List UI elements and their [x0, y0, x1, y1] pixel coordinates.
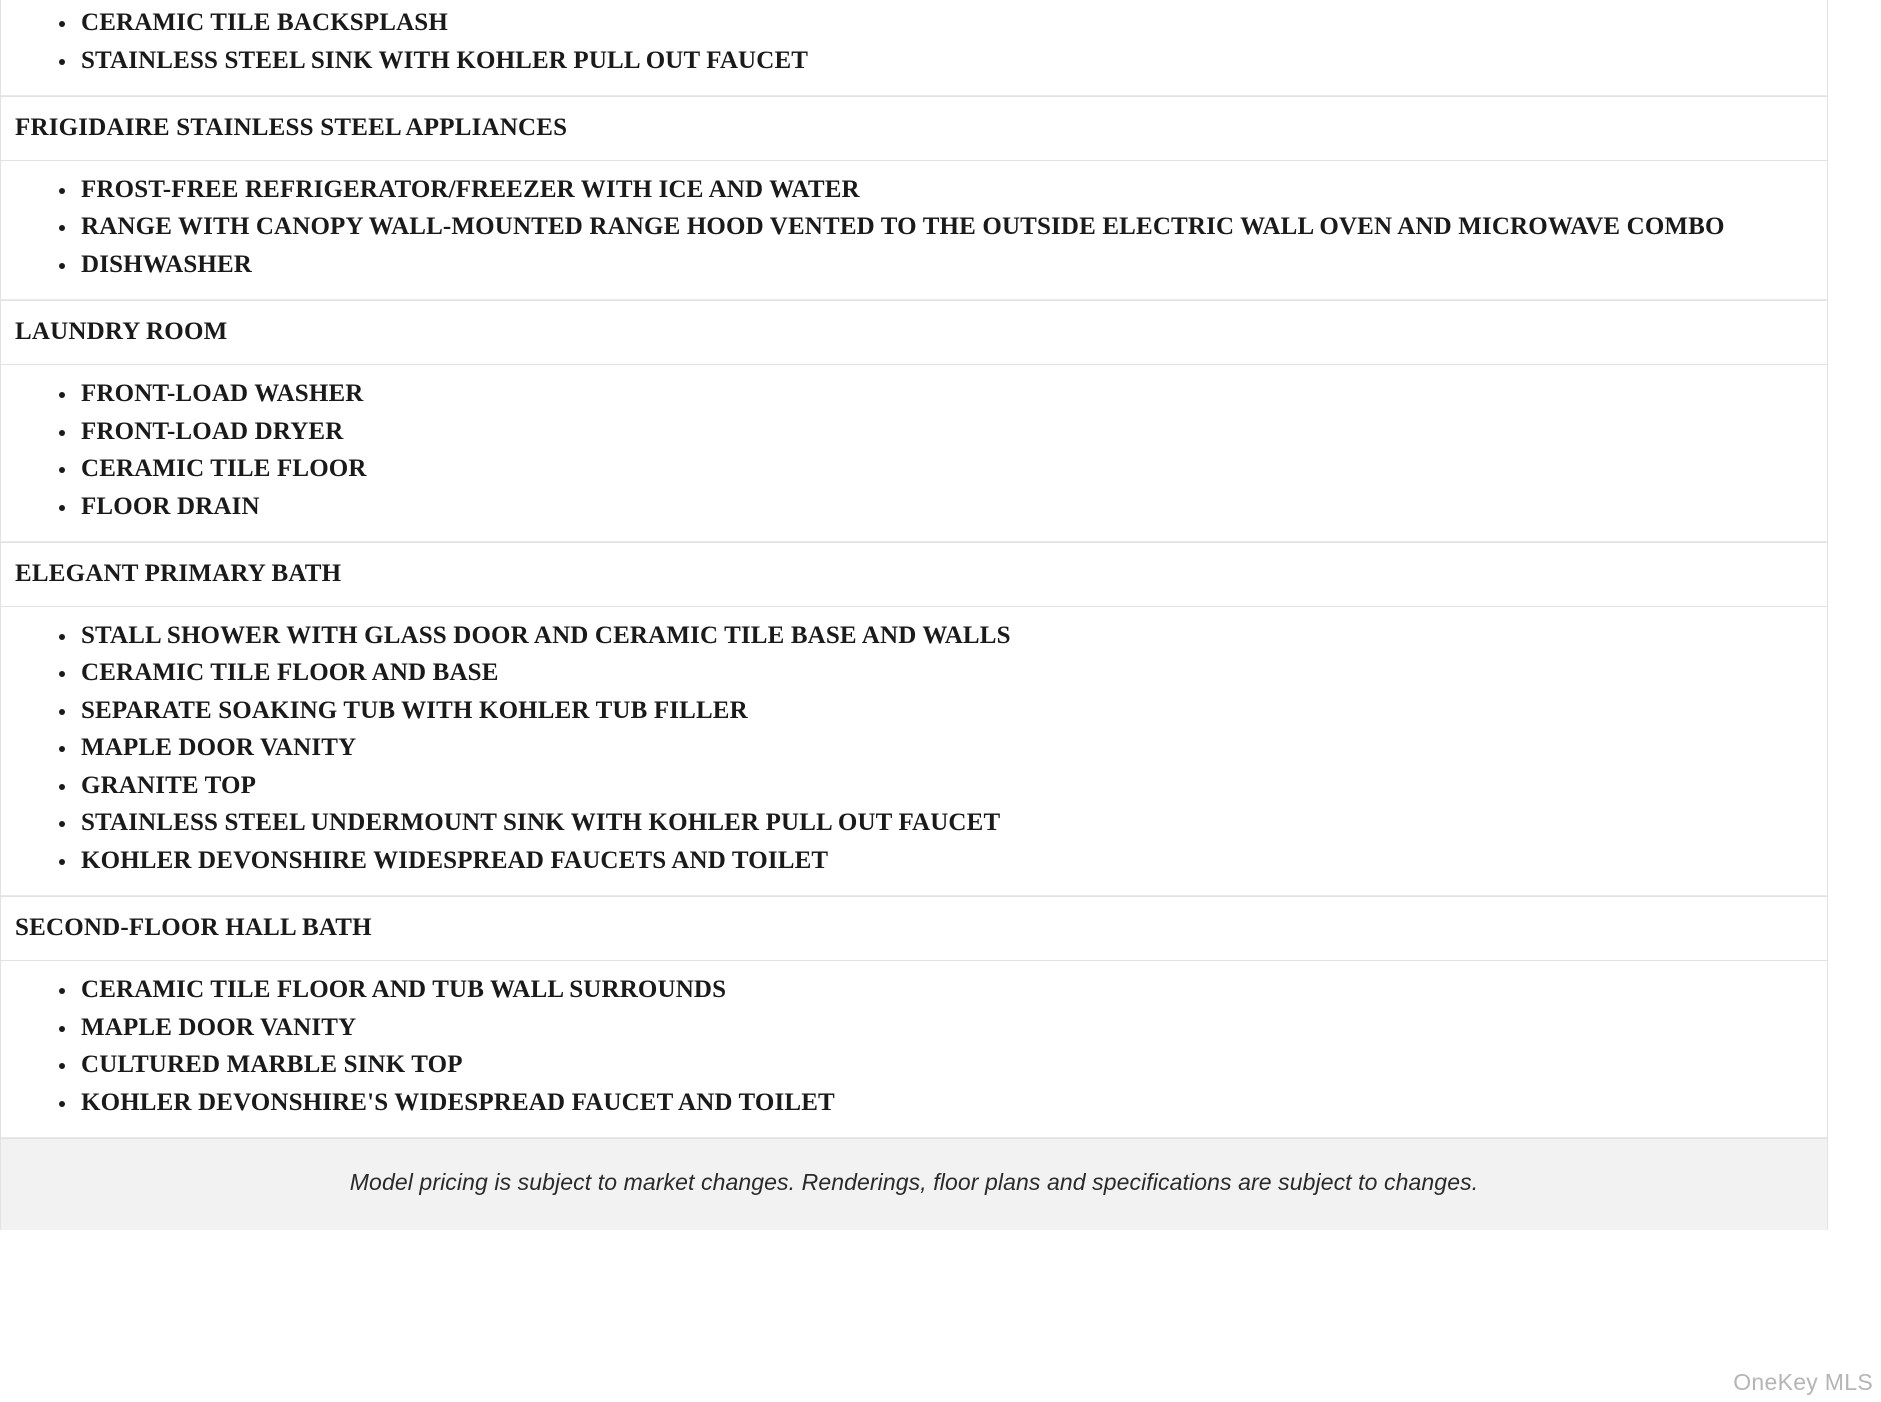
section-heading-second-floor-hall-bath: SECOND-FLOOR HALL BATH	[1, 896, 1827, 961]
spec-list-appliances	[1, 161, 1827, 301]
list-item: KOHLER DEVONSHIRE'S WIDESPREAD FAUCET AND TOILET	[59, 1086, 1787, 1121]
disclaimer-note: Model pricing is subject to market changes. Renderings, floor plans and specifications are subject to changes.	[0, 1138, 1828, 1230]
list-item: RANGE WITH CANOPY WALL-MOUNTED RANGE HOOD VENTED TO THE OUTSIDE ELECTRIC WALL OVEN AND MICROWAVE COMBO	[59, 210, 1787, 245]
page-right-margin	[1828, 0, 1881, 1402]
spec-list-primary-bath	[1, 607, 1827, 897]
list-item: CULTURED MARBLE SINK TOP	[59, 1048, 1787, 1083]
list-item: CERAMIC TILE BACKSPLASH	[59, 6, 1787, 41]
list-item: FRONT-LOAD DRYER	[59, 415, 1787, 450]
list-item: STAINLESS STEEL UNDERMOUNT SINK WITH KOHLER PULL OUT FAUCET	[59, 806, 1787, 841]
list-item: MAPLE DOOR VANITY	[59, 731, 1787, 766]
section-heading-laundry-room: LAUNDRY ROOM	[1, 300, 1827, 365]
spec-list-kitchen-continued	[1, 0, 1827, 96]
spec-list-second-floor-hall-bath	[1, 961, 1827, 1138]
section-heading-appliances: FRIGIDAIRE STAINLESS STEEL APPLIANCES	[1, 96, 1827, 161]
spec-list-laundry-room	[1, 365, 1827, 542]
list-item: FLOOR DRAIN	[59, 490, 1787, 525]
list-item: SEPARATE SOAKING TUB WITH KOHLER TUB FILLER	[59, 694, 1787, 729]
list-item: DISHWASHER	[59, 248, 1787, 283]
list-item: FROST-FREE REFRIGERATOR/FREEZER WITH ICE AND WATER	[59, 173, 1787, 208]
list-item: CERAMIC TILE FLOOR AND TUB WALL SURROUNDS	[59, 973, 1787, 1008]
list-item: GRANITE TOP	[59, 769, 1787, 804]
list-item: STAINLESS STEEL SINK WITH KOHLER PULL OUT FAUCET	[59, 44, 1787, 79]
list-item: CERAMIC TILE FLOOR AND BASE	[59, 656, 1787, 691]
list-item: FRONT-LOAD WASHER	[59, 377, 1787, 412]
section-heading-primary-bath: ELEGANT PRIMARY BATH	[1, 542, 1827, 607]
watermark-onekey-mls: OneKey MLS	[1733, 1369, 1873, 1395]
list-item: KOHLER DEVONSHIRE WIDESPREAD FAUCETS AND TOILET	[59, 844, 1787, 879]
list-item: MAPLE DOOR VANITY	[59, 1011, 1787, 1046]
list-item: CERAMIC TILE FLOOR	[59, 452, 1787, 487]
list-item: STALL SHOWER WITH GLASS DOOR AND CERAMIC TILE BASE AND WALLS	[59, 619, 1787, 654]
